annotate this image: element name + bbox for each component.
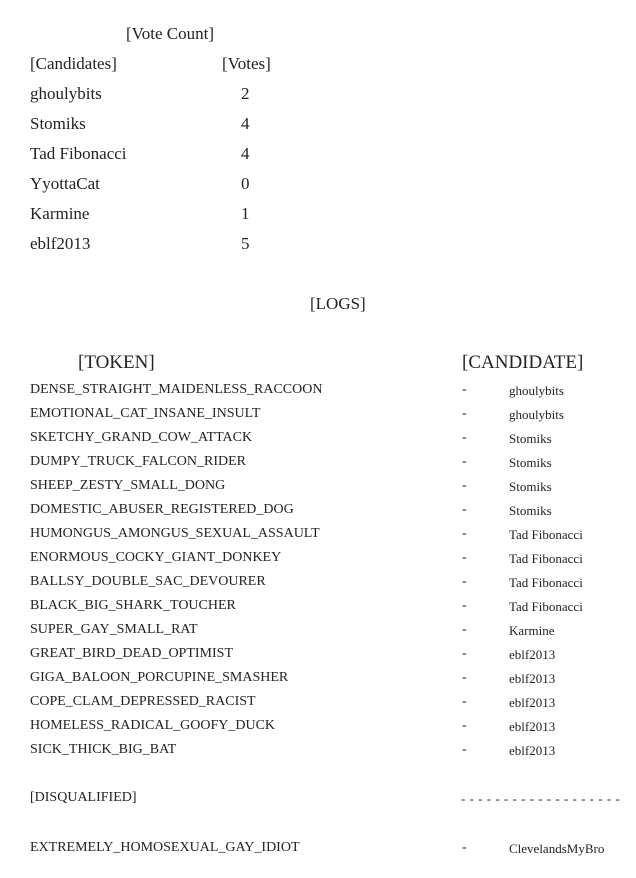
- log-token: DENSE_STRAIGHT_MAIDENLESS_RACCOON: [30, 382, 323, 397]
- log-dash: -: [462, 382, 467, 397]
- log-dash: -: [462, 502, 467, 517]
- log-candidate: Karmine: [509, 623, 555, 638]
- log-candidate: eblf2013: [509, 647, 556, 662]
- log-dash: -: [462, 478, 467, 493]
- log-candidate: ghoulybits: [509, 383, 564, 398]
- log-candidate: Stomiks: [509, 431, 552, 446]
- log-candidate: Stomiks: [509, 455, 552, 470]
- vote-row-name: YyottaCat: [30, 174, 100, 193]
- votes-column-header: [Votes]: [222, 54, 271, 73]
- log-token: SICK_THICK_BIG_BAT: [30, 742, 177, 757]
- vote-row-name: Karmine: [30, 204, 90, 223]
- token-column-header: [TOKEN]: [78, 352, 155, 373]
- log-token: BALLSY_DOUBLE_SAC_DEVOURER: [30, 574, 266, 589]
- log-dash: -: [462, 598, 467, 613]
- log-candidate: Stomiks: [509, 479, 552, 494]
- log-token: ENORMOUS_COCKY_GIANT_DONKEY: [30, 550, 282, 565]
- disqualified-token: EXTREMELY_HOMOSEXUAL_GAY_IDIOT: [30, 840, 300, 855]
- vote-row-count: 5: [241, 234, 250, 253]
- log-candidate: Tad Fibonacci: [509, 599, 583, 614]
- log-dash: -: [462, 406, 467, 421]
- candidate-column-header: [CANDIDATE]: [462, 352, 584, 373]
- vote-row-name: ghoulybits: [30, 84, 102, 103]
- log-dash: -: [462, 670, 467, 685]
- vote-count-title: [Vote Count]: [126, 24, 214, 43]
- vote-row-count: 4: [241, 144, 250, 163]
- log-candidate: Tad Fibonacci: [509, 575, 583, 590]
- log-token: GIGA_BALOON_PORCUPINE_SMASHER: [30, 670, 289, 685]
- vote-row-count: 0: [241, 174, 250, 193]
- disqualified-dash: -: [462, 840, 467, 855]
- log-token: EMOTIONAL_CAT_INSANE_INSULT: [30, 406, 261, 421]
- log-candidate: eblf2013: [509, 743, 556, 758]
- log-token: SKETCHY_GRAND_COW_ATTACK: [30, 430, 253, 445]
- log-token: DUMPY_TRUCK_FALCON_RIDER: [30, 454, 246, 469]
- log-dash: -: [462, 718, 467, 733]
- log-candidate: Tad Fibonacci: [509, 551, 583, 566]
- logs-title: [LOGS]: [310, 294, 366, 313]
- disqualified-label: [DISQUALIFIED]: [30, 790, 137, 805]
- vote-row-count: 1: [241, 204, 250, 223]
- log-token: HUMONGUS_AMONGUS_SEXUAL_ASSAULT: [30, 526, 320, 541]
- disqualified-candidate: ClevelandsMyBro: [509, 841, 605, 856]
- vote-row-name: eblf2013: [30, 234, 91, 253]
- vote-row-name: Tad Fibonacci: [30, 144, 127, 163]
- log-token: SHEEP_ZESTY_SMALL_DONG: [30, 478, 226, 493]
- log-dash: -: [462, 550, 467, 565]
- log-candidate: Stomiks: [509, 503, 552, 518]
- log-dash: -: [462, 574, 467, 589]
- vote-row-name: Stomiks: [30, 114, 86, 133]
- log-candidate: ghoulybits: [509, 407, 564, 422]
- log-token: HOMELESS_RADICAL_GOOFY_DUCK: [30, 718, 276, 733]
- disqualified-separator: - - - - - - - - - - - - - - - - - - -: [461, 791, 621, 806]
- log-token: GREAT_BIRD_DEAD_OPTIMIST: [30, 646, 233, 661]
- log-token: SUPER_GAY_SMALL_RAT: [30, 622, 198, 637]
- vote-row-count: 4: [241, 114, 250, 133]
- log-dash: -: [462, 646, 467, 661]
- log-token: DOMESTIC_ABUSER_REGISTERED_DOG: [30, 502, 294, 517]
- log-token: COPE_CLAM_DEPRESSED_RACIST: [30, 694, 256, 709]
- log-dash: -: [462, 454, 467, 469]
- log-dash: -: [462, 430, 467, 445]
- log-dash: -: [462, 526, 467, 541]
- log-dash: -: [462, 742, 467, 757]
- log-dash: -: [462, 622, 467, 637]
- vote-row-count: 2: [241, 84, 250, 103]
- log-candidate: eblf2013: [509, 671, 556, 686]
- log-token: BLACK_BIG_SHARK_TOUCHER: [30, 598, 236, 613]
- log-candidate: Tad Fibonacci: [509, 527, 583, 542]
- log-dash: -: [462, 694, 467, 709]
- log-candidate: eblf2013: [509, 719, 556, 734]
- candidates-column-header: [Candidates]: [30, 54, 117, 73]
- log-candidate: eblf2013: [509, 695, 556, 710]
